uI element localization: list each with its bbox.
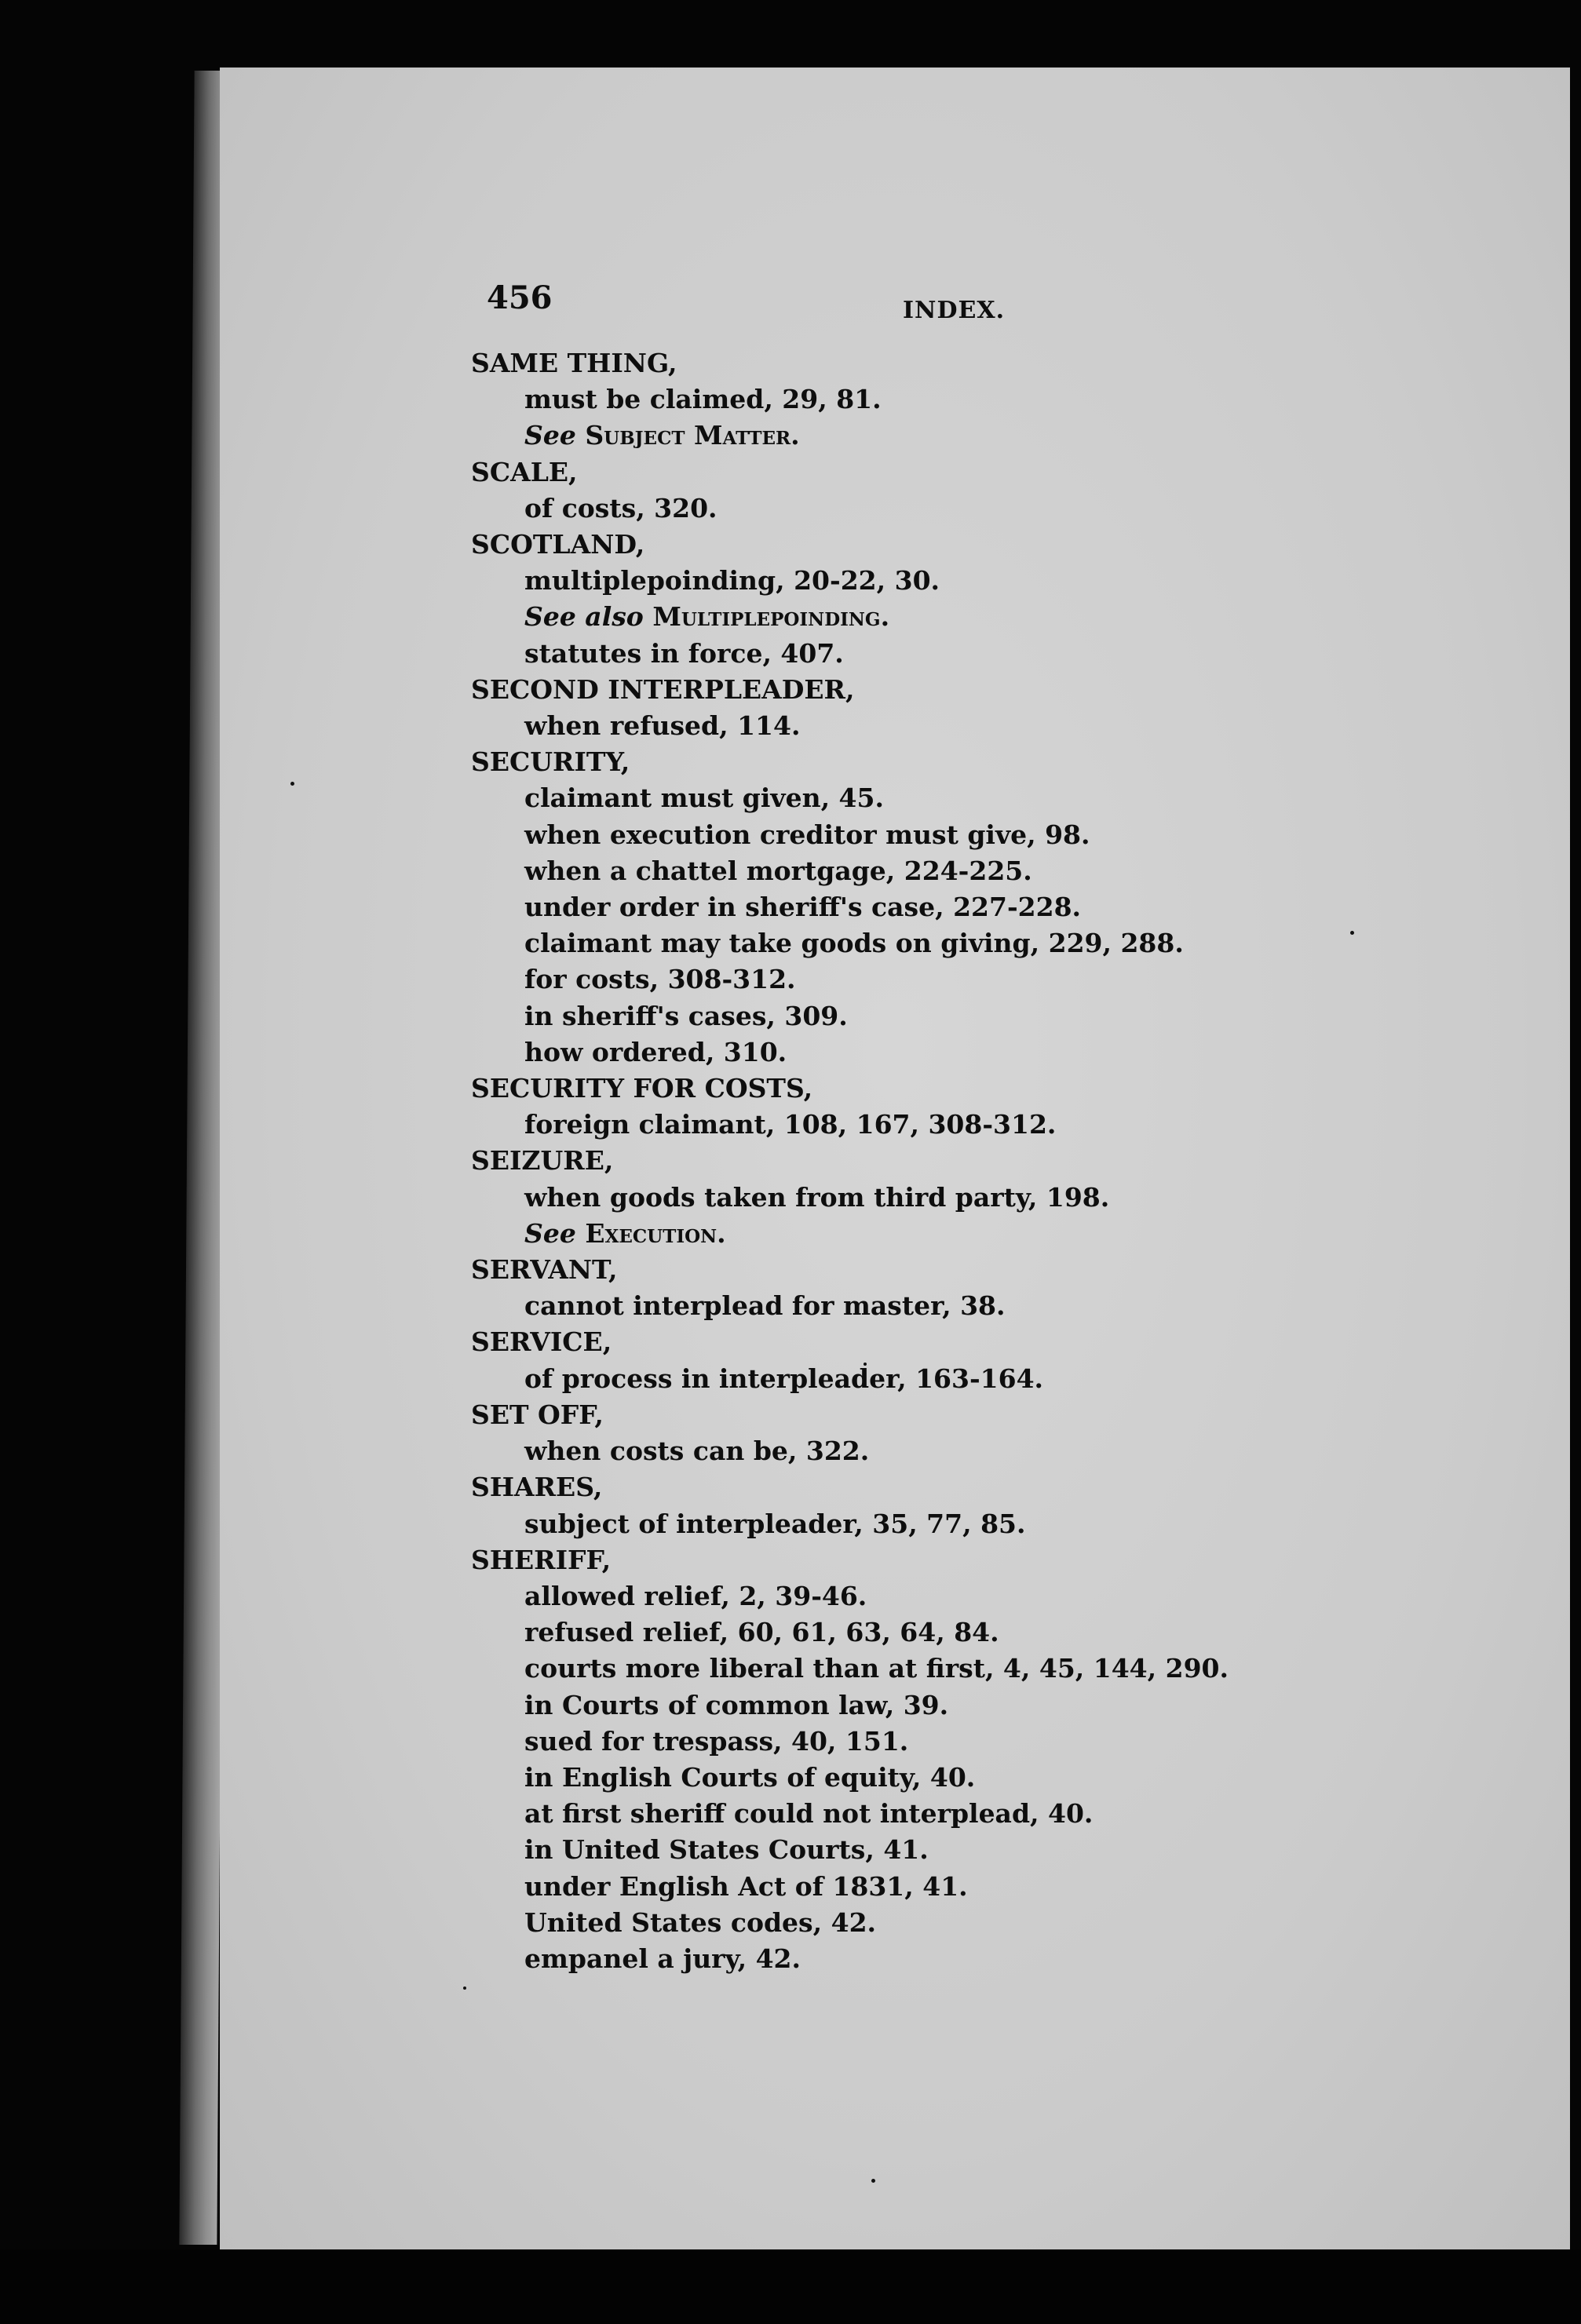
index-heading: SHARES,: [471, 1472, 603, 1503]
index-cross-reference: [471, 1216, 1492, 1252]
index-heading: SCALE,: [471, 456, 578, 487]
index-heading: SHERIFF,: [471, 1544, 612, 1575]
index-subentry: multiplepoinding, 20-22, 30.: [524, 565, 940, 597]
index-subentry: refused relief, 60, 61, 63, 64, 84.: [524, 1617, 999, 1648]
index-subentry: in United States Courts, 41.: [524, 1834, 929, 1866]
index-subentry: in sheriff's cases, 309.: [524, 1000, 848, 1031]
index-subentry: must be claimed, 29, 81.: [524, 384, 882, 415]
index-heading: SCOTLAND,: [471, 529, 645, 560]
running-head: INDEX.: [903, 297, 1006, 324]
paper-speck: [871, 2179, 875, 2183]
scan-border: [0, 2249, 1581, 2324]
index-subentry: claimant must given, 45.: [524, 783, 884, 814]
index-heading: SECOND INTERPLEADER,: [471, 673, 855, 705]
page-number: 456: [487, 279, 553, 316]
index-subentry: at first sheriff could not interplead, 40.: [524, 1798, 1094, 1830]
index-subentry: for costs, 308-312.: [524, 964, 796, 995]
index-heading: SECURITY,: [471, 746, 630, 778]
index-subentry: claimant may take goods on giving, 229, 288.: [524, 928, 1184, 959]
index-subentry: when goods taken from third party, 198.: [524, 1181, 1110, 1213]
index-cross-reference: [471, 418, 1492, 454]
cross-reference-target: Subject Matter.: [585, 420, 800, 451]
index-subentry: subject of interpleader, 35, 77, 85.: [524, 1508, 1026, 1539]
index-subentry: empanel a jury, 42.: [524, 1943, 801, 1974]
index-subentry: when execution creditor must give, 98.: [524, 819, 1090, 850]
index-subentry: under English Act of 1831, 41.: [524, 1870, 968, 1902]
index-subentry: of process in interpleader, 163-164.: [524, 1363, 1044, 1394]
index-subentry: when refused, 114.: [524, 710, 801, 742]
index-entries: [471, 345, 1492, 1977]
index-subentry: when a chattel mortgage, 224-225.: [524, 855, 1032, 886]
index-subentry: United States codes, 42.: [524, 1906, 877, 1938]
index-subentry: in Courts of common law, 39.: [524, 1689, 949, 1720]
index-subentry: foreign claimant, 108, 167, 308-312.: [524, 1109, 1057, 1140]
index-heading: SET OFF,: [471, 1399, 604, 1430]
paper-speck: [290, 782, 294, 786]
index-subentry: of costs, 320.: [524, 492, 717, 524]
paper-speck: [463, 1987, 466, 1990]
index-heading: SEIZURE,: [471, 1145, 614, 1177]
index-subentry: courts more liberal than at first, 4, 45, 144, 290.: [524, 1653, 1229, 1684]
index-heading: SECURITY FOR COSTS,: [471, 1073, 813, 1104]
index-heading: SAME THING,: [471, 348, 677, 378]
cross-reference-lead: See: [524, 420, 576, 451]
index-subentry: cannot interplead for master, 38.: [524, 1290, 1006, 1322]
index-cross-reference: [471, 599, 1492, 635]
index-heading: SERVANT,: [471, 1254, 618, 1286]
cross-reference-lead: See also: [524, 601, 644, 633]
cross-reference-target: Multiplepoinding.: [652, 601, 890, 633]
index-subentry: allowed relief, 2, 39-46.: [524, 1580, 867, 1611]
index-subentry: when costs can be, 322.: [524, 1436, 870, 1467]
index-subentry: sued for trespass, 40, 151.: [524, 1725, 909, 1757]
cross-reference-target: Execution.: [585, 1217, 726, 1249]
index-subentry: how ordered, 310.: [524, 1036, 787, 1067]
cross-reference-lead: See: [524, 1217, 576, 1249]
index-subentry: under order in sheriff's case, 227-228.: [524, 892, 1082, 923]
index-subentry: statutes in force, 407.: [524, 637, 844, 669]
index-subentry: in English Courts of equity, 40.: [524, 1761, 976, 1793]
index-heading: SERVICE,: [471, 1326, 612, 1358]
